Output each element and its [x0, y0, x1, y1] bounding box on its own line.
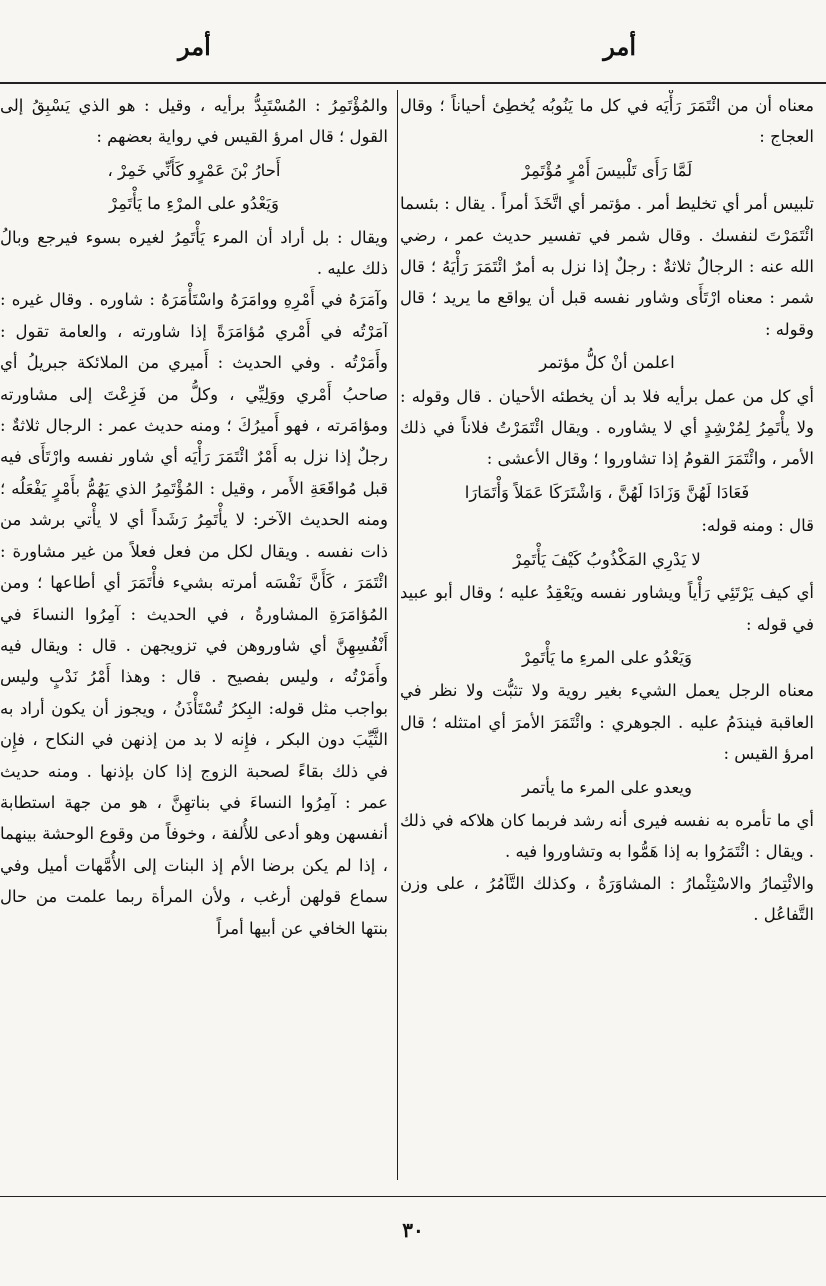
right-column-paragraph: والائْتِمارُ والاسْتِئْمارُ : المشاوَرَةُ ، وكذلك التَّآمُرُ ، على وزن التَّفاعُل . [400, 873, 814, 925]
right-column-paragraph: أي كيف يَرْتَئِي رَأْياً ويشاور نفسه ويَعْقِدُ عليه ؛ وقال أبو عبيد في قوله : [400, 583, 814, 634]
left-column-paragraph: والمُؤْتَمِرُ : المُسْتَبِدُّ برأيه ، وقيل : هو الذي يَسْبِقُ إلى القول ؛ قال امرؤ القيس في رواية بعضهم : [0, 96, 388, 147]
left-column-paragraph: ويقال : بل أراد أن المرء يَأْتَمِرُ لغيره بسوء فيرجع وبالُ ذلك عليه . [0, 227, 388, 279]
right-column-paragraph: معناه الرجل يعمل الشيء بغير روية ولا تثبُّت ولا نظر في العاقبة فيندَمُ عليه . الجوهري : وائْتَمَرَ الأمرَ أي امتثله ؛ قال امرؤ القيس : [400, 681, 814, 764]
left-column-verse: وَيَعْدُو على المرْءِ ما يَأْتَمِرْ [109, 194, 279, 214]
right-column-verse: اعلمن أنْ كلُّ مؤتمر [539, 353, 675, 373]
right-column-paragraph: معناه أن من ائْتَمَرَ رَأْيَه في كل ما يَنُوبُه يُخطِئ أحياناً ؛ وقال العجاج : [400, 96, 814, 147]
footer-rule [0, 1196, 826, 1197]
right-column-paragraph: تلبيس أمر أي تخليط أمر . مؤتمر أي اتَّخَذَ أمراً . يقال : بئسما ائْتَمَرْتَ لنفسك . وقال شمر في تفسير حديث عمر ، رضي الله عنه : الرجالُ ثلاثةٌ : رجلٌ إذا نزل به أمرٌ ائْتَمَرَ رَأْيَهُ ؛ قال شمر : معناه ارْتَأَى وشاور نفسه قبل أن يواقع ما يريد ؛ قال وقوله : [400, 194, 814, 339]
left-column-verse: أَحارُ بْنَ عَمْرٍو كَأَنِّي خَمِرْ ، [107, 160, 281, 180]
running-header-left: أمر [178, 32, 211, 61]
right-column-verse: لا يَدْرِي المَكْذُوبُ كَيْفَ يَأْتَمِرْ [513, 549, 701, 569]
right-column [400, 90, 814, 1186]
column-divider [397, 90, 398, 1180]
running-header-right: أمر [603, 32, 636, 61]
left-column [0, 90, 388, 1186]
right-column-verse: وَيَعْدُو على المرءِ ما يَأْتَمِرْ [522, 647, 692, 667]
header-rule [0, 82, 826, 84]
right-column-verse: ويعدو على المرء ما يأتمر [522, 777, 692, 797]
left-column-paragraph: وآمَرَهُ في أَمْرِهِ ووامَرَهُ واسْتَأْمَرَهُ : شاوره . وقال غيره : آمَرْتُه في أَمْري مُؤامَرَةً إذا شاورته ، والعامة تقول : وأَمَرْتُه . وفي الحديث : أَميري من الملائكة جبريلُ أي صاحبُ أَمْري ووَلِيِّي ، وكلُّ من فَزِعْتَ إلى مشاورته ومؤامَرته ، فهو أَميرُكَ ؛ ومنه حديث عمر : الرجال ثلاثةٌ : رجلٌ إذا نزل به أَمْرٌ ائْتَمَرَ رَأْيَه أي شاور نفسه وارْتَأَى فيه قبل مُواقَعَةِ الأَمر ، وقيل : المُؤْتَمِرُ الذي يَهُمُّ بأَمْرٍ يَفْعَلُه ؛ ومنه الحديث الآخر: لا يأْتَمِرُ رَشَداً أي لا يأْتي برشد من ذات نفسه . ويقال لكل من فعل فعلاً من غير مشاورة : ائْتَمَرَ ، كَأَنَّ نَفْسَه أمرته بشيء فأْتَمَرَ أي أطاعها ؛ ومن المُؤامَرَةِ المشاورةُ ، في الحديث : آمِرُوا النساءَ في أَنْفُسِهِنَّ أي شاوروهن في تزويجهن . قال : ويقال فيه وأَمَرْتُه ، وليس بفصيح . قال : وهذا أَمْرُ نَدْبٍ وليس بواجب مثل قوله: البِكرُ تُسْتَأْذَنُ ، ويجوز أن يكون أراد به الثَّيِّبَ دون البكر ، فإِنه لا بد من إذنهن في النكاح ، فإِن في ذلك بقاءً لصحبة الزوج إذا كان بإذنها . ومنه حديث عمر : آمِرُوا النساءَ في بناتهِنَّ ، هو من جهة استطابة أنفسهن وهو أدعى للأُلفة ، وخوفاً من وقوع الوحشة بينهما ، إذا لم يكن برضا الأم إذ البنات إلى الأُمَّهات أميل وفي سماع قولهن أرغب ، ولأن المرأة ربما علمت من حال بنتها الخافي عن أبيها أمراً [0, 290, 388, 938]
page-number: ٣٠ [402, 1218, 424, 1242]
right-column-paragraph: أي كل من عمل برأيه فلا بد أن يخطئه الأحيان . قال وقوله : ولا يأْتَمِرُ لِمُرْشِدٍ أي لا يشاوره . ويقال ائْتَمَرْتُ فلاناً في ذلك الأمر ، وائْتَمَرَ القومُ إذا تشاوروا ؛ وقال الأعشى : [400, 386, 814, 469]
right-column-paragraph: قال : ومنه قوله: [701, 516, 814, 536]
right-column-paragraph: أي ما تأمره به نفسه فيرى أنه رشد فربما كان هلاكه في ذلك . ويقال : ائْتَمَرُوا به إذا هَمُّوا به وتشاوروا فيه . [400, 810, 814, 862]
right-column-verse: فَعَادَا لَهُنَّ وَزَادَا لَهُنَّ ، وَاشْتَرَكَا عَمَلاً وَأْتَمَارَا [464, 482, 750, 502]
right-column-verse: لَمَّا رَأَى تَلْبيسَ أَمْرٍ مُؤْتَمِرْ [521, 160, 693, 180]
